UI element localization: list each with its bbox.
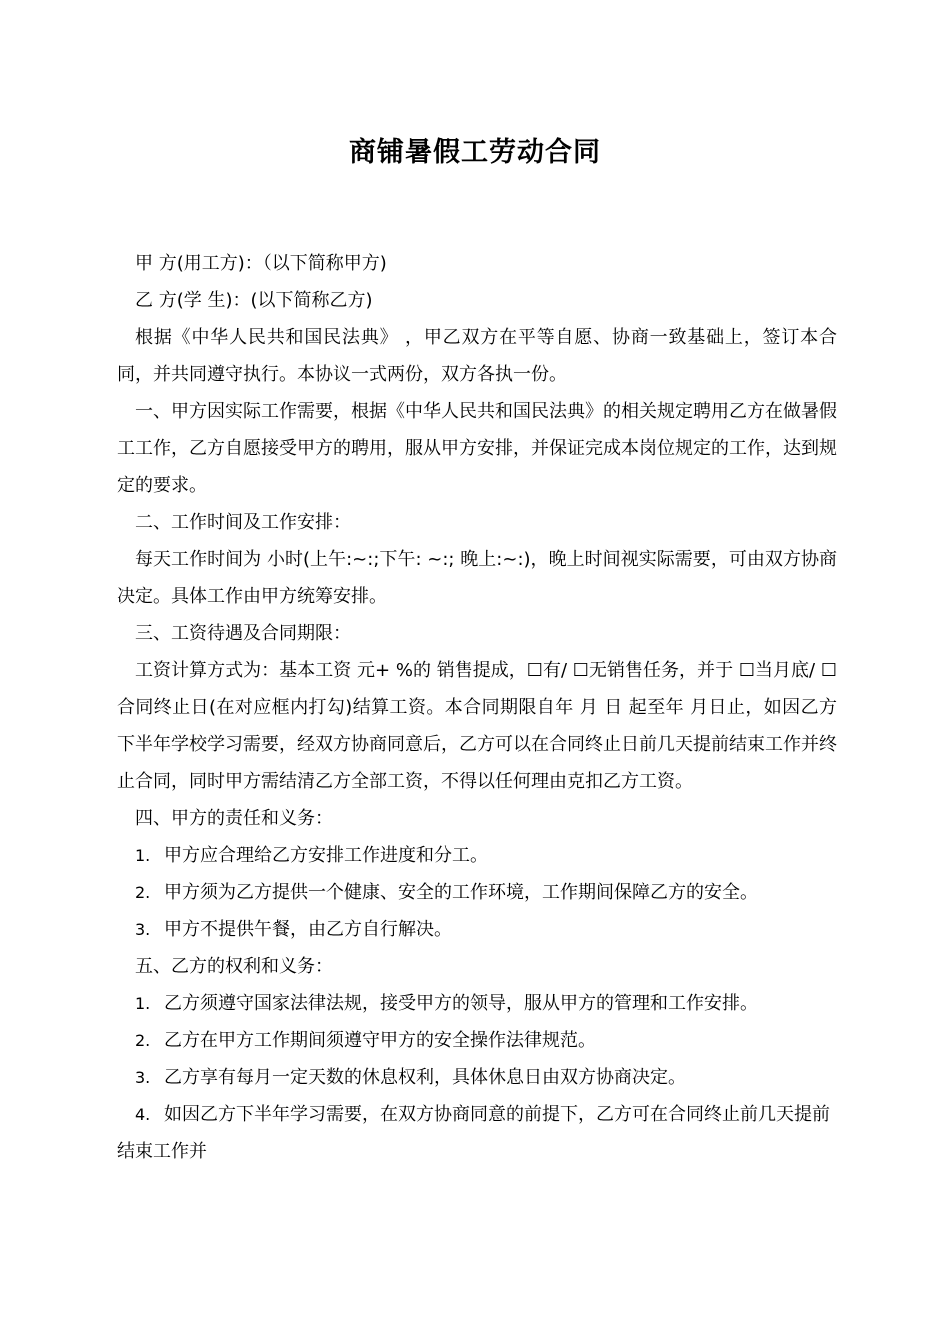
intro-paragraph: 根据《中华人民共和国民法典》 ，甲乙双方在平等自愿、协商一致基础上，签订本合同，并共同遵守执行。本协议一式两份，双方各执一份。 [117, 327, 837, 385]
list-item [117, 874, 837, 911]
section-3-paragraph: 工资计算方式为：基本工资 元+ %的 销售提成，☐有/ ☐无销售任务，并于 ☐当月底/ ☐合同终止日(在对应框内打勾)结算工资。本合同期限自年 月 日 起至年 月日止，如因乙方下半年学校学习需要，经双方协商同意后，乙方可以在合同终止日前几天提前结束工作并终止合同，同时甲方需结清乙方全部工资，不得以任何理由克扣乙方工资。 [117, 660, 837, 792]
section-2-paragraph: 每天工作时间为 小时(上午:~:;下午: ~:; 晚上:~:)，晚上时间视实际需要，可由双方协商决定。具体工作由甲方统筹安排。 [117, 549, 837, 607]
section-4-heading: 四、甲方的责任和义务： [135, 808, 333, 829]
list-item [117, 911, 837, 948]
list-item-number: 3. [135, 920, 151, 939]
list-item [117, 985, 837, 1022]
list-item-number: 1. [135, 994, 151, 1013]
list-item-number: 3. [135, 1068, 151, 1087]
list-item-number: 4. [135, 1105, 151, 1124]
list-item-text: 乙方享有每月一定天数的休息权利，具体休息日由双方协商决定。 [164, 1067, 686, 1088]
list-item-number: 1. [135, 846, 151, 865]
section-1-paragraph: 一、甲方因实际工作需要，根据《中华人民共和国民法典》的相关规定聘用乙方在做暑假工工作，乙方自愿接受甲方的聘用，服从甲方安排，并保证完成本岗位规定的工作，达到规定的要求。 [117, 401, 837, 496]
document-title: 商铺暑假工劳动合同 [349, 137, 601, 168]
list-item [117, 1022, 837, 1059]
list-item-text: 甲方不提供午餐，由乙方自行解决。 [164, 919, 452, 940]
section-2-heading: 二、工作时间及工作安排： [135, 512, 351, 533]
section-3-heading: 三、工资待遇及合同期限： [135, 623, 351, 644]
section-5-heading: 五、乙方的权利和义务： [135, 956, 333, 977]
list-item-text: 乙方在甲方工作期间须遵守甲方的安全操作法律规范。 [164, 1030, 596, 1051]
list-item-number: 2. [135, 1031, 151, 1050]
list-item-number: 2. [135, 883, 151, 902]
list-item [117, 1059, 837, 1096]
list-item-text: 甲方须为乙方提供一个健康、安全的工作环境，工作期间保障乙方的安全。 [164, 882, 758, 903]
party-a-line: 甲 方(用工方)：（以下简称甲方) [135, 253, 387, 274]
list-item-text: 乙方须遵守国家法律法规，接受甲方的领导，服从甲方的管理和工作安排。 [164, 993, 758, 1014]
list-item [117, 1096, 837, 1170]
list-item-text: 如因乙方下半年学习需要，在双方协商同意的前提下，乙方可在合同终止前几天提前结束工作并 [117, 1104, 830, 1162]
list-item [117, 837, 837, 874]
document-body [117, 245, 837, 1170]
list-item-text: 甲方应合理给乙方安排工作进度和分工。 [164, 845, 488, 866]
party-b-line: 乙 方(学 生)：(以下简称乙方) [135, 290, 373, 311]
